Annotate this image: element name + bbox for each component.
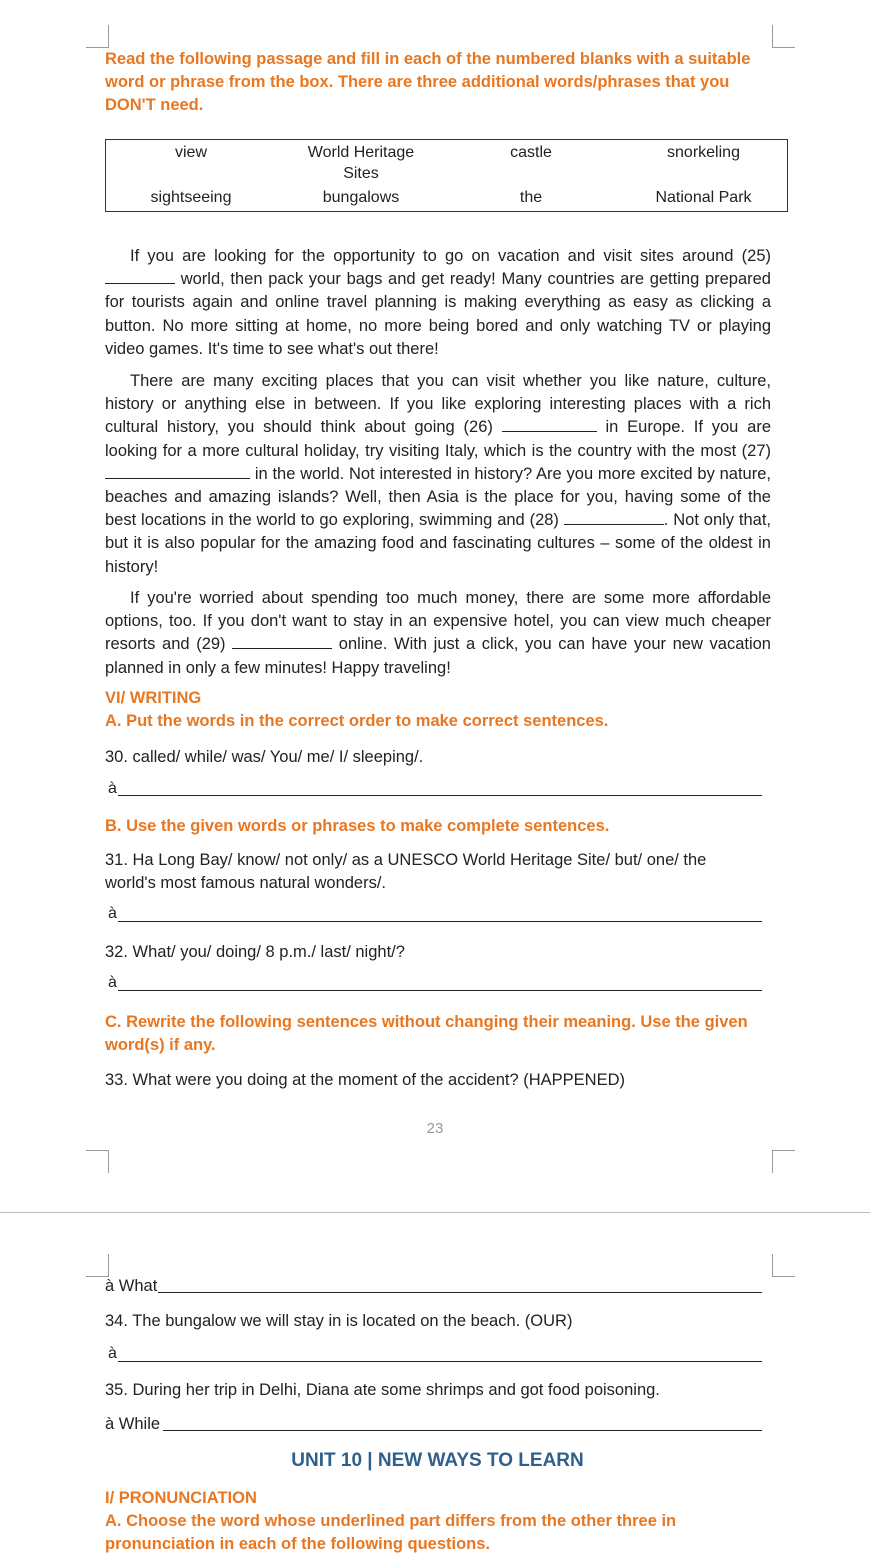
arrow-icon: à bbox=[108, 1345, 117, 1362]
pronunciation-part-a-line-2: pronunciation in each of the following questions. bbox=[105, 1535, 490, 1553]
arrow-icon: à bbox=[105, 1415, 115, 1433]
pronunciation-heading: I/ PRONUNCIATION bbox=[105, 1489, 257, 1507]
question-31-line-2: world's most famous natural wonders/. bbox=[105, 874, 387, 892]
page-number: 23 bbox=[426, 1120, 444, 1137]
question-30: 30. called/ while/ was/ You/ me/ I/ sleeping/. bbox=[105, 748, 424, 766]
blank-26[interactable] bbox=[502, 417, 597, 432]
word-box-item: the bbox=[519, 189, 543, 206]
word-box-item: snorkeling bbox=[667, 144, 740, 161]
word-box-item: National Park bbox=[655, 189, 752, 206]
answer-line-31[interactable] bbox=[118, 921, 762, 922]
word-box-item: sightseeing bbox=[150, 189, 232, 206]
word-box-item: castle bbox=[510, 144, 552, 161]
writing-part-c-line-2: word(s) if any. bbox=[105, 1036, 216, 1054]
question-33: 33. What were you doing at the moment of the accident? (HAPPENED) bbox=[105, 1071, 626, 1089]
question-33-answer-prompt: à What bbox=[105, 1277, 158, 1295]
page-divider bbox=[0, 1212, 870, 1213]
question-34: 34. The bungalow we will stay in is located on the beach. (OUR) bbox=[105, 1312, 573, 1330]
answer-line-32[interactable] bbox=[118, 990, 762, 991]
writing-part-c-line-1: C. Rewrite the following sentences without changing their meaning. Use the given bbox=[105, 1013, 748, 1031]
arrow-icon: à bbox=[108, 905, 117, 922]
corner-mark bbox=[86, 1150, 109, 1173]
corner-mark bbox=[86, 25, 109, 48]
passage-paragraph-2: There are many exciting places that you can visit whether you like nature, culture, history or anything else in between. If you like exploring interesting places with a rich cultural history, you should think about going (26) in Europe. If you are looking for a more cultural holiday, try visiting Italy, which is the country with the most (27) in the world. Not interested in history? Are you more excited by nature, beaches and amazing islands? Well, then Asia is the place for you, having some of the best locations in the world to go exploring, swimming and (28) . Not only that, but it is also popular for the amazing food and fascinating cultures – some of the oldest in history! bbox=[105, 372, 771, 576]
pronunciation-part-a-line-1: A. Choose the word whose underlined part differs from the other three in bbox=[105, 1512, 677, 1530]
writing-part-b: B. Use the given words or phrases to make complete sentences. bbox=[105, 817, 610, 835]
blank-25[interactable] bbox=[105, 269, 175, 284]
corner-mark bbox=[772, 1150, 795, 1173]
word-box-item: view bbox=[174, 144, 207, 161]
passage-paragraph-1: If you are looking for the opportunity to go on vacation and visit sites around (25) world, then pack your bags and get ready! Many countries are getting prepared for tourists again and online travel planning is making everything as easy as clicking a button. No more sitting at home, no more being bored and only watching TV or playing video games. It's time to see what's out there! bbox=[105, 247, 771, 358]
unit-title: UNIT 10 | NEW WAYS TO LEARN bbox=[291, 1450, 584, 1471]
blank-28[interactable] bbox=[564, 510, 664, 525]
blank-27[interactable] bbox=[105, 464, 250, 479]
passage-paragraph-3: If you're worried about spending too much money, there are some more affordable options, too. If you don't want to stay in an expensive hotel, you can view much cheaper resorts and (29) online. With just a click, you can have your new vacation planned in only a few minutes! Happy traveling! bbox=[105, 589, 771, 677]
writing-heading: VI/ WRITING bbox=[105, 689, 202, 707]
answer-line-30[interactable] bbox=[118, 795, 762, 796]
answer-line-34[interactable] bbox=[118, 1361, 762, 1362]
question-31-line-1: 31. Ha Long Bay/ know/ not only/ as a UNESCO World Heritage Site/ but/ one/ the bbox=[105, 851, 707, 869]
blank-29[interactable] bbox=[232, 634, 332, 649]
writing-part-a: A. Put the words in the correct order to make correct sentences. bbox=[105, 712, 609, 730]
word-box-item: World Heritage Sites bbox=[307, 144, 415, 182]
answer-line-35[interactable] bbox=[163, 1430, 762, 1431]
word-box bbox=[105, 139, 788, 212]
corner-mark bbox=[772, 1254, 795, 1277]
word-box-item: bungalows bbox=[322, 189, 400, 206]
question-35: 35. During her trip in Delhi, Diana ate some shrimps and got food poisoning. bbox=[105, 1381, 660, 1399]
corner-mark bbox=[86, 1254, 109, 1277]
arrow-icon: à bbox=[108, 780, 117, 797]
question-32: 32. What/ you/ doing/ 8 p.m./ last/ night/? bbox=[105, 943, 405, 961]
fill-blanks-instructions: Read the following passage and fill in each of the numbered blanks with a suitable word or phrase from the box. There are three additional words/phrases that you DON'T need. bbox=[105, 50, 751, 114]
question-35-answer-prompt: à While bbox=[105, 1415, 161, 1433]
corner-mark bbox=[772, 25, 795, 48]
arrow-icon: à bbox=[108, 974, 117, 991]
arrow-icon: à bbox=[105, 1277, 115, 1295]
answer-line-33[interactable] bbox=[158, 1292, 762, 1293]
